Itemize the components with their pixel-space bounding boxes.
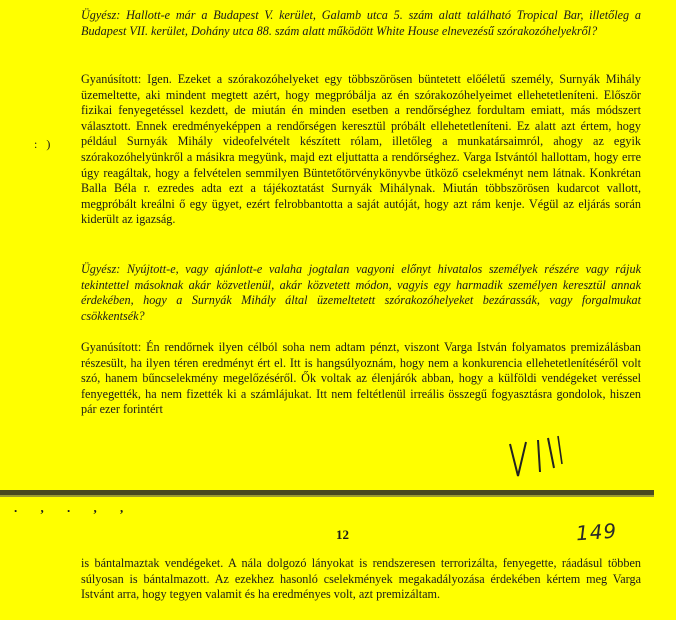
answer-text: Igen. Ezeket a szórakozóhelyeket egy többszörösen büntetett előéletű személy, Surnyák Mihály üzemeltette, aki mindent megtett azért, hogy megpróbálja az én szórakozóhelyeimet ellehetetleníteni. Először fizikai fenyegetéssel kezdett, de miután én minden esetben a rendőrséghez fordultam emiatt, más módszert választott. Ennek eredményeképpen a rendőrségen keresztül próbált ellehetetleníteni. Ez alatt azt értem, hogy például Surnyák Mihály videofelvételt készített rólam, illetőleg a munkatársaimról, ahogy az egyik szórakozóhelyünkről a másikra megyünk, majd ezt eljuttatta a rendőrséghez. Varga Istvántól hallottam, hogy erre úgy reagáltak, hogy a felvételen semmilyen Büntetőtörvénykönyvbe ütköző cselekményt nem látnak. Konkrétan Balla Béla r. ezredes adta ezt a tájékoztatást Surnyák Mihálynak. Miután többszörösen kudarcot vallott, megpróbált kreálni ő egy ügyet, ezért felrobbantotta a saját autóját, hogy azt rám kenje. Végül az eljárás során kiderült az igazság. <box>81 72 642 227</box>
question-text: Nyújtott-e, vagy ajánlott-e valaha jogtalan vagyoni előnyt hivatalos személyek részére vagy rájuk tekintettel másoknak akár közvetlenül, akár közvetett módon, vagyis egy harmadik személyen keresztül annak érdekében, hogy a Surnyák Mihály által üzemeltetett szórakozóhelyeket bezárassák, vagy forgalmukat csökkentsék? <box>81 262 641 323</box>
speaker-label: Gyanúsított: <box>81 72 142 86</box>
speaker-label: Ügyész: <box>81 262 121 276</box>
handwritten-page-number: 149 <box>575 518 618 546</box>
suspect-answer-2 <box>81 340 641 418</box>
margin-mark: : ) <box>34 137 54 151</box>
prosecutor-question-2 <box>81 262 641 324</box>
question-text: Hallott-e már a Budapest V. kerület, Galamb utca 5. szám alatt található Tropical Bar, illetőleg a Budapest VII. kerület, Dohány utca 88. szám alatt működött White House elnevezésű szórakozóhelyekről? <box>81 8 641 38</box>
continuation-paragraph: is bántalmaztak vendégeket. A nála dolgozó lányokat is rendszeresen terrorizálta, fenyegette, ráadásul többen súlyosan is bántalmazott. Az ezekhez hasonló cselekmények megakadályozása érdekében kértem meg Varga Istvánt arra, hogy tegyen valamit és ha eredményes volt, azt premizáltam. <box>81 556 641 602</box>
scan-specks: . , . , , <box>14 500 134 515</box>
prosecutor-question-1 <box>81 8 641 39</box>
suspect-answer-1 <box>81 72 641 228</box>
page-number: 12 <box>336 527 349 542</box>
speaker-label: Ügyész: <box>81 8 121 22</box>
speaker-label: Gyanúsított: <box>81 340 142 354</box>
handwritten-signature <box>504 424 594 484</box>
answer-text: Én rendőrnek ilyen célból soha nem adtam pénzt, viszont Varga István folyamatos premizálásban részesült, ha ilyen téren eredményt ért el. Itt is hangsúlyoznám, hogy nem a konkurencia ellehetetlenítéséről volt szó, hanem bűncselekmény megelőzéséről. Ők voltak az élenjárók abban, hogy a külföldi vendégeket veréssel fenyegették, ha nem fizették ki a számlájukat. Itt nem feltétlenül irreális összegű fogyasztásra gondolok, hiszen pár ezer forintért <box>81 340 642 417</box>
page-divider-shadow <box>0 495 654 497</box>
